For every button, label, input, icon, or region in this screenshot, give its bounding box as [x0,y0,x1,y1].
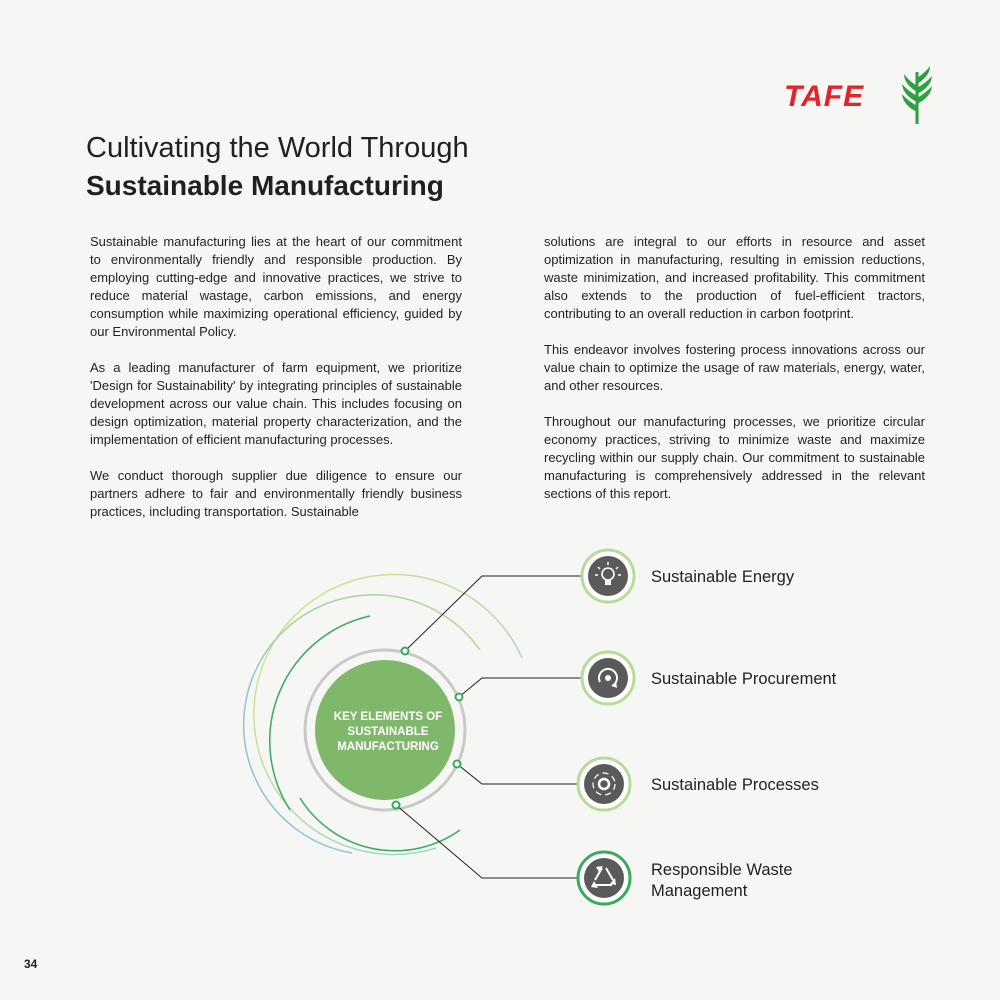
page-number: 34 [24,957,38,971]
paragraph: As a leading manufacturer of farm equipment, we prioritize 'Design for Sustainability' by integrating principles of sustainable development across our value chain. This includes focusing on design optimization, material property characterization, and the implementation of efficient manufacturing processes. [90,360,462,447]
center-label: KEY ELEMENTS OF SUSTAINABLE MANUFACTURING [333,711,443,753]
key-elements-diagram [0,540,1000,940]
element-label-processes: Sustainable Processes [651,776,819,794]
element-label-procurement: Sustainable Procurement [651,670,837,688]
leaf-icon [900,66,934,124]
element-label-waste: Responsible Waste Management [651,861,793,900]
paragraph: solutions are integral to our efforts in resource and asset optimization in manufacturing, resulting in emission reductions, waste minimization, and increased profitability. This commitment also extends to the production of fuel-efficient tractors, contributing to an overall reduction in carbon footprint. [544,234,925,321]
logo-wordmark: TAFE [784,80,865,113]
connector-dot [454,761,461,768]
element-label-energy: Sustainable Energy [651,568,795,586]
recycle-icon [578,852,630,904]
connector-dot [402,648,409,655]
paragraph: Sustainable manufacturing lies at the heart of our commitment to environmentally friendly and responsible production. By employing cutting-edge and innovative practices, we strive to reduce material wastage, carbon emissions, and energy consumption while maximizing operational efficiency, guided by our Environmental Policy. [90,234,462,339]
refresh-cycle-icon [582,652,634,704]
paragraph: We conduct thorough supplier due diligence to ensure our partners adhere to fair and environmentally friendly business practices, including transportation. Sustainable [90,468,462,519]
paragraph: This endeavor involves fostering process innovations across our value chain to optimize the usage of raw materials, energy, water, and other resources. [544,342,925,393]
middle-arc [300,798,460,851]
diagram-graphics [0,540,1000,940]
page-title-line1: Cultivating the World Through [86,132,469,164]
gear-cycle-icon [578,758,630,810]
body-column-right [544,233,925,521]
connector-line [396,805,578,878]
tafe-logo [784,66,944,126]
connector-line [459,678,582,697]
connector-line [457,764,578,784]
connector-line [405,576,582,651]
paragraph: Throughout our manufacturing processes, we prioritize circular economy practices, striving to minimize waste and maximize recycling within our supply chain. Our commitment to sustainable manufacturing is comprehensively addressed in the relevant sections of this report. [544,414,925,501]
lightbulb-icon [582,550,634,602]
connector-dot [456,694,463,701]
page-title-line2: Sustainable Manufacturing [86,170,444,201]
body-column-left [90,233,462,539]
connector-dot [393,802,400,809]
